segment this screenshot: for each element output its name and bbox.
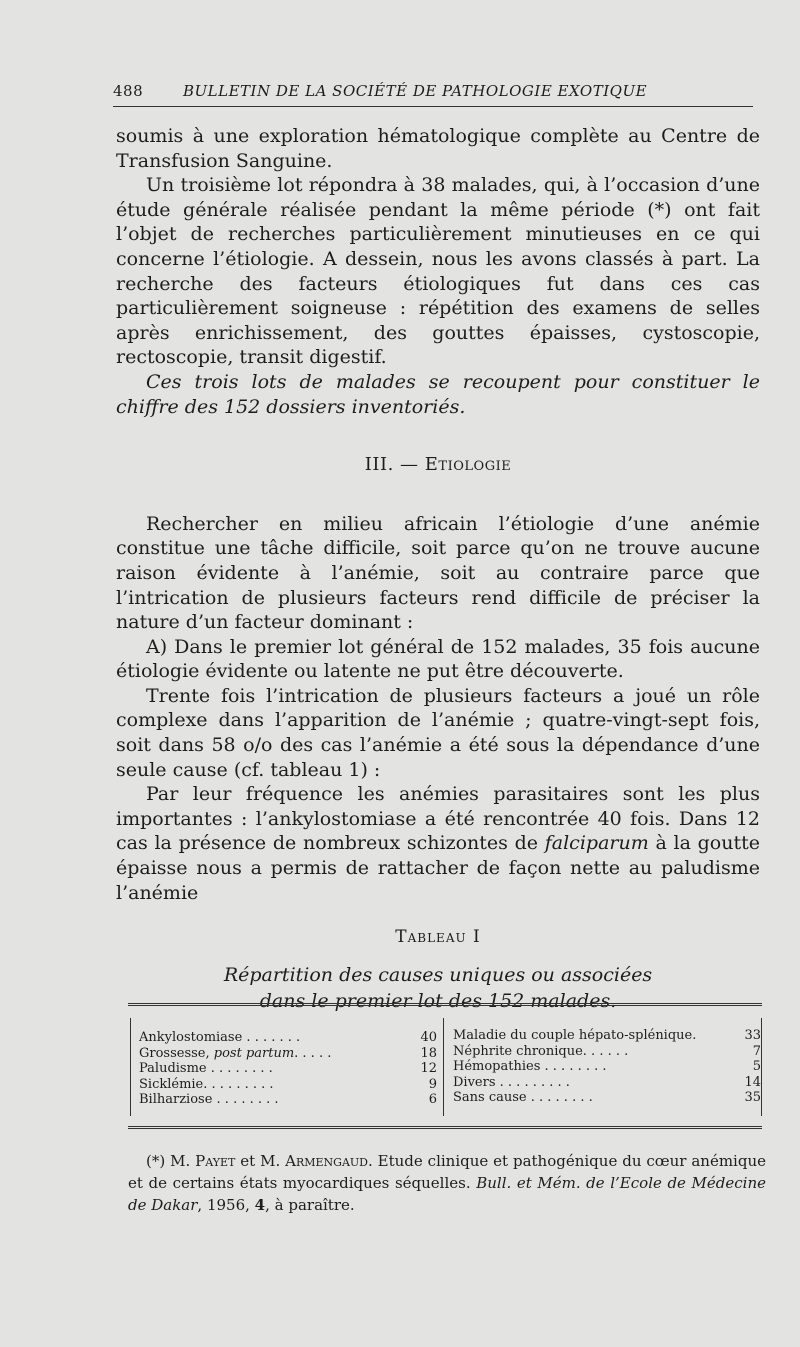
table-caption-line-1: Répartition des causes uniques ou associées bbox=[223, 963, 653, 986]
row-value: 35 bbox=[744, 1090, 761, 1105]
footnote-text-3: , à paraître. bbox=[265, 1196, 355, 1214]
table-title: Tableau I bbox=[395, 927, 481, 948]
paragraph-5: A) Dans le premier lot général de 152 malades, 35 fois aucune étiologie évidente ou latente ne put être découverte. bbox=[116, 635, 760, 683]
table-row bbox=[453, 1059, 761, 1075]
table-frame bbox=[130, 1018, 762, 1116]
row-value: 6 bbox=[428, 1092, 437, 1107]
running-header bbox=[113, 82, 753, 107]
section-number: III. — bbox=[364, 454, 419, 476]
causes-table bbox=[128, 1003, 762, 1129]
table-row bbox=[453, 1028, 761, 1044]
table-row bbox=[139, 1077, 437, 1093]
row-label: Maladie du couple hépato-splénique bbox=[453, 1028, 693, 1043]
row-label: Sicklémie bbox=[139, 1076, 204, 1092]
table-row bbox=[139, 1030, 437, 1046]
table-left-column bbox=[139, 1030, 437, 1108]
row-leader: . . . . . . . . . bbox=[203, 1076, 274, 1092]
row-label: Grossesse, bbox=[139, 1045, 214, 1061]
row-label: Ankylostomiase bbox=[139, 1030, 243, 1045]
paragraph-7-start: Par leur fréquence les anémies parasitaires sont les plus importantes : l’ankylostomiase a été rencontrée 40 fois. Dans 12 cas la présence de nombreux schizontes de bbox=[116, 783, 760, 855]
footnote-journal: Bull. et Mém. de l’Ecole de Médecine de Dakar bbox=[128, 1174, 766, 1214]
row-value: 12 bbox=[420, 1061, 437, 1076]
paragraph-4: Rechercher en milieu africain l’étiologie d’une anémie constitue une tâche difficile, soit parce qu’on ne trouve aucune raison évidente à l’anémie, soit au contraire parce que l’intrication de plusieurs facteurs rend difficile de préciser la nature d’un facteur dominant : bbox=[116, 512, 760, 634]
table-row bbox=[139, 1046, 437, 1062]
table-row bbox=[453, 1075, 761, 1091]
row-label: Paludisme bbox=[139, 1061, 207, 1076]
footnote-and: et M. bbox=[235, 1152, 286, 1170]
row-value: 18 bbox=[420, 1045, 437, 1061]
row-label: Hémopathies bbox=[453, 1059, 541, 1074]
table-column-divider bbox=[443, 1018, 444, 1116]
paragraph-7 bbox=[116, 782, 760, 905]
section-heading bbox=[116, 453, 760, 478]
row-leader: . . . . . . . . . bbox=[495, 1074, 570, 1090]
paragraph-7-end: à la goutte épaisse nous a permis de rattacher de façon nette au paludisme l’anémie bbox=[116, 832, 760, 904]
paragraph-3: Ces trois lots de malades se recoupent pour constituer le chiffre des 152 dossiers inventoriés. bbox=[116, 370, 760, 418]
row-value: 7 bbox=[752, 1043, 761, 1059]
footnote bbox=[128, 1150, 766, 1216]
row-value: 5 bbox=[752, 1059, 761, 1074]
row-leader: . . . . . . . . bbox=[206, 1061, 273, 1076]
footnote-marker: (*) M. bbox=[146, 1152, 196, 1170]
row-label: Sans cause bbox=[453, 1090, 527, 1105]
row-leader: . . . . . . . bbox=[242, 1030, 301, 1045]
page-number: 488 bbox=[113, 82, 144, 100]
footnote-author-1: Payet bbox=[195, 1152, 236, 1170]
row-label-italic: post partum bbox=[213, 1045, 295, 1061]
paragraph-6: Trente fois l’intrication de plusieurs facteurs a joué un rôle complexe dans l’apparition de l’anémie ; quatre-vingt-sept fois, soit dans 58 o/o des cas l’anémie a été sous la dépendance d’une seule cause (cf. tableau 1) : bbox=[116, 684, 760, 781]
footnote-text-1: . Etude clinique et pathogénique du cœur anémique et de certains états myocardiques séquelles. bbox=[128, 1152, 766, 1192]
footnote-volume: 4 bbox=[254, 1196, 266, 1214]
footnote-text bbox=[128, 1150, 766, 1216]
paragraph-2: Un troisième lot répondra à 38 malades, qui, à l’occasion d’une étude générale réalisée pendant la même période (*) ont fait l’objet de recherches particulièrement minutieuses en ce qui concerne l’étiologie. A dessein, nous les avons classés à part. La recherche des facteurs étiologiques fut dans ces cas particulièrement soigneuse : répétition des examens de selles après enrichissement, des gouttes épaisses, cystoscopie, rectoscopie, transit digestif. bbox=[116, 174, 760, 369]
table-row bbox=[453, 1090, 761, 1106]
row-label: Néphrite chronique bbox=[453, 1043, 583, 1059]
row-leader: . bbox=[692, 1028, 697, 1043]
row-label: Divers bbox=[453, 1074, 496, 1090]
section-title: Etiologie bbox=[424, 454, 512, 476]
row-value: 40 bbox=[420, 1030, 437, 1045]
table-right-column bbox=[453, 1028, 761, 1106]
body-text bbox=[116, 124, 760, 1014]
row-leader: . . . . . . . . bbox=[212, 1092, 279, 1107]
row-label: Bilharziose bbox=[139, 1092, 213, 1107]
table-row bbox=[453, 1044, 761, 1060]
row-value: 33 bbox=[744, 1028, 761, 1043]
running-title: BULLETIN DE LA SOCIÉTÉ DE PATHOLOGIE EXOTIQUE bbox=[183, 82, 648, 100]
row-value: 9 bbox=[428, 1076, 437, 1092]
paragraph-1: soumis à une exploration hématologique complète au Centre de Transfusion Sanguine. bbox=[116, 125, 760, 172]
row-leader: . . . . . . . . bbox=[540, 1059, 607, 1074]
table-caption-line-2: dans le premier lot des 152 malades. bbox=[259, 989, 617, 1012]
footnote-text-2: , 1956, bbox=[197, 1196, 255, 1214]
row-leader: . . . . . bbox=[294, 1045, 332, 1061]
table-row bbox=[139, 1092, 437, 1108]
row-leader: . . . . . . . . bbox=[526, 1090, 593, 1105]
row-value: 14 bbox=[744, 1074, 761, 1090]
table-row bbox=[139, 1061, 437, 1077]
paragraph-7-italic: falciparum bbox=[544, 832, 649, 855]
row-leader: . . . . . . bbox=[582, 1043, 629, 1059]
footnote-author-2: Armengaud bbox=[285, 1152, 368, 1170]
